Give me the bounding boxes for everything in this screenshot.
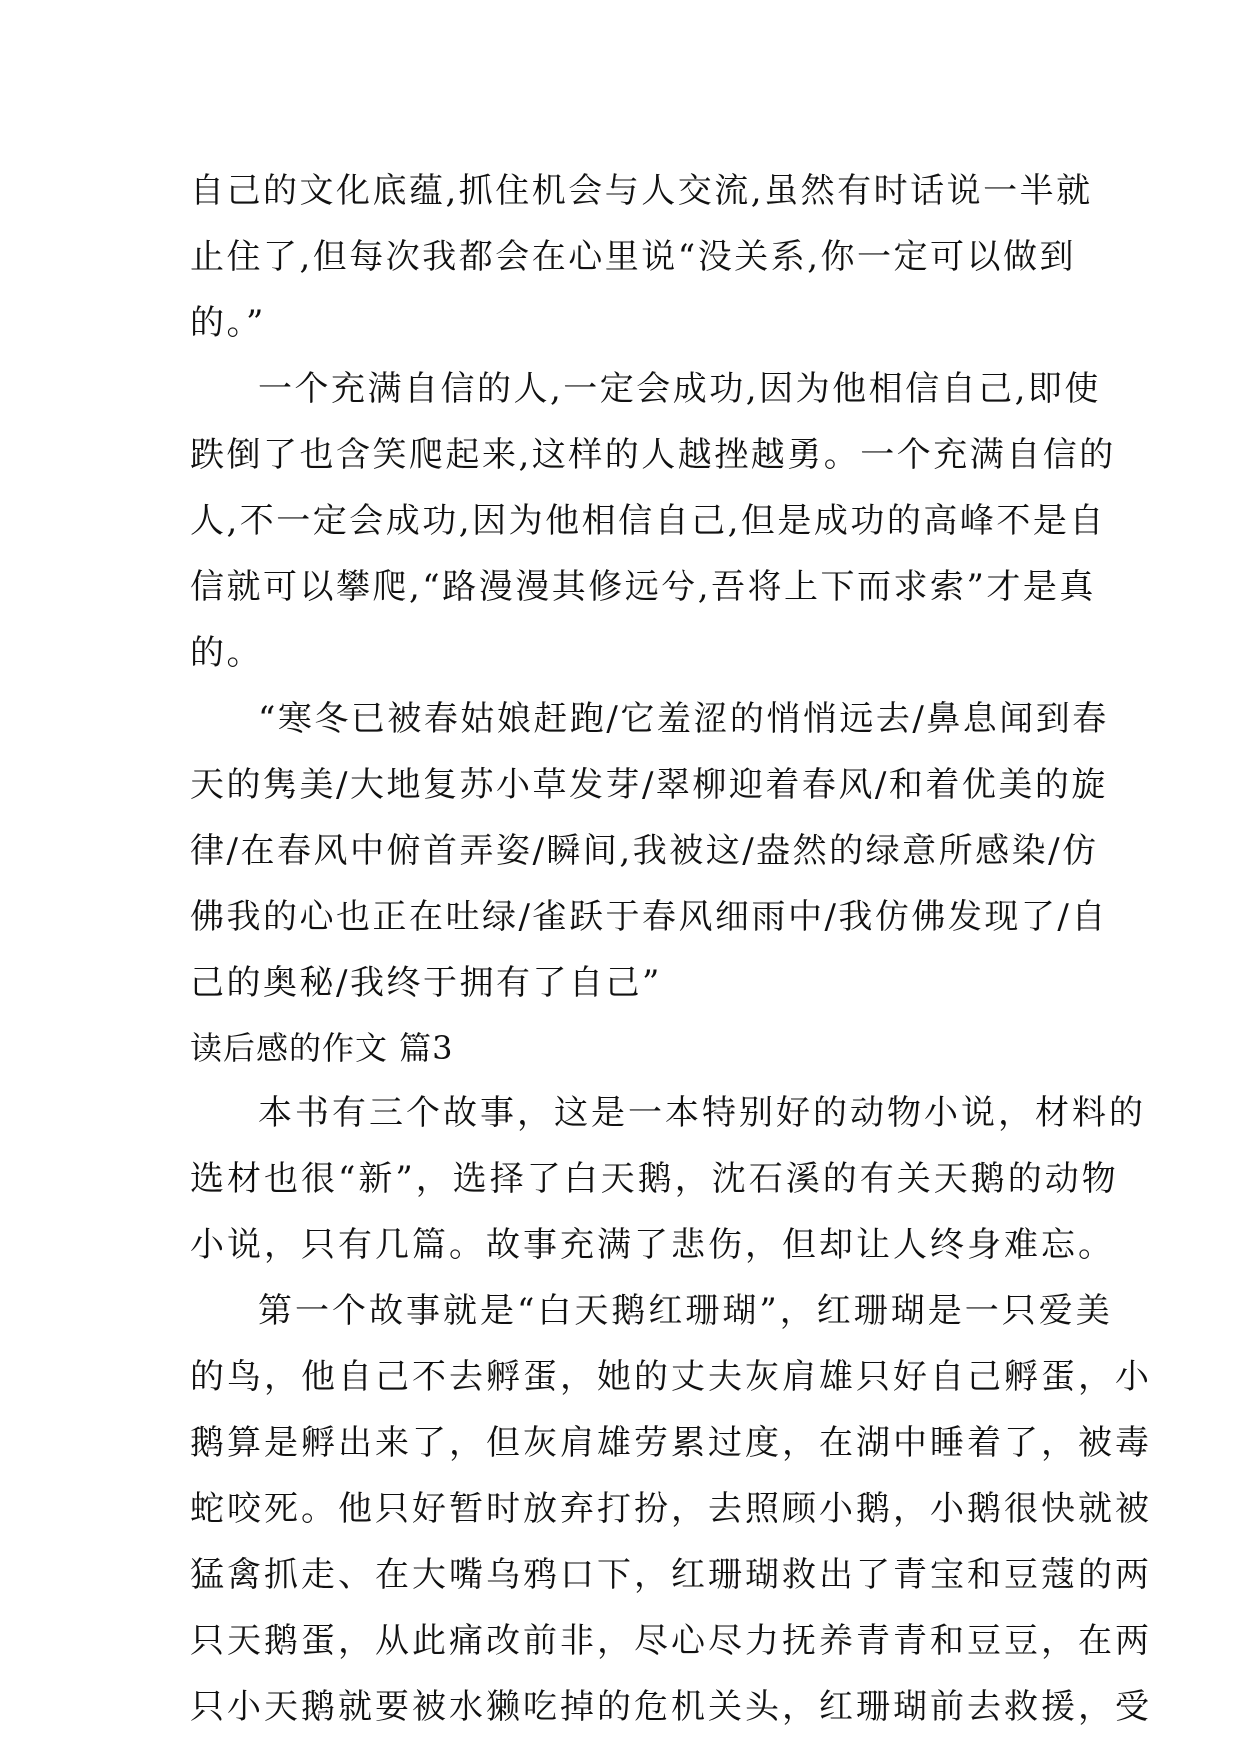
text-line: 佛我的心也正在吐绿/雀跃于春风细雨中/我仿佛发现了/自 <box>190 897 1108 937</box>
text-line: 第一个故事就是“白天鹅红珊瑚”，红珊瑚是一只爱美 <box>258 1291 1113 1331</box>
text-line: 跌倒了也含笑爬起来,这样的人越挫越勇。一个充满自信的 <box>190 435 1116 475</box>
text-line: 律/在春风中俯首弄姿/瞬间,我被这/盎然的绿意所感染/仿 <box>190 831 1099 871</box>
text-line: 小说，只有几篇。故事充满了悲伤，但却让人终身难忘。 <box>190 1225 1115 1265</box>
text-line: 只天鹅蛋，从此痛改前非，尽心尽力抚养青青和豆豆，在两 <box>190 1621 1152 1661</box>
paragraph-3 <box>190 686 1109 1016</box>
text-line: 鹅算是孵出来了，但灰肩雄劳累过度，在湖中睡着了，被毒 <box>190 1423 1152 1463</box>
text-line: 选材也很“新”，选择了白天鹅，沈石溪的有关天鹅的动物 <box>190 1159 1119 1199</box>
text-line: “寒冬已被春姑娘赶跑/它羞涩的悄悄远去/鼻息闻到春 <box>258 699 1109 739</box>
text-line: 一个充满自信的人,一定会成功,因为他相信自己,即使 <box>258 369 1101 409</box>
paragraph-1 <box>190 158 1093 356</box>
text-line: 己的奥秘/我终于拥有了自己” <box>190 963 662 1003</box>
text-line: 人,不一定会成功,因为他相信自己,但是成功的高峰不是自 <box>190 501 1106 541</box>
text-line: 的鸟，他自己不去孵蛋，她的丈夫灰肩雄只好自己孵蛋，小 <box>190 1357 1152 1397</box>
text-line: 天的隽美/大地复苏小草发芽/翠柳迎着春风/和着优美的旋 <box>190 765 1108 805</box>
text-line: 的。” <box>190 303 266 343</box>
document-body <box>190 158 1152 1740</box>
text-line: 自己的文化底蕴,抓住机会与人交流,虽然有时话说一半就 <box>190 171 1093 211</box>
section-heading: 读后感的作文 篇3 <box>190 1029 454 1067</box>
paragraph-4 <box>190 1080 1146 1278</box>
text-line: 猛禽抓走、在大嘴乌鸦口下，红珊瑚救出了青宝和豆蔻的两 <box>190 1555 1152 1595</box>
text-line: 止住了,但每次我都会在心里说“没关系,你一定可以做到 <box>190 237 1076 277</box>
text-line: 本书有三个故事，这是一本特别好的动物小说，材料的 <box>258 1093 1146 1133</box>
text-line: 只小天鹅就要被水獭吃掉的危机关头，红珊瑚前去救援，受 <box>190 1687 1152 1727</box>
text-line: 蛇咬死。他只好暂时放弃打扮，去照顾小鹅，小鹅很快就被 <box>190 1489 1152 1529</box>
paragraph-2 <box>190 356 1116 686</box>
text-line: 的。 <box>190 633 263 673</box>
paragraph-5 <box>190 1278 1152 1740</box>
text-line: 信就可以攀爬,“路漫漫其修远兮,吾将上下而求索”才是真 <box>190 567 1096 607</box>
